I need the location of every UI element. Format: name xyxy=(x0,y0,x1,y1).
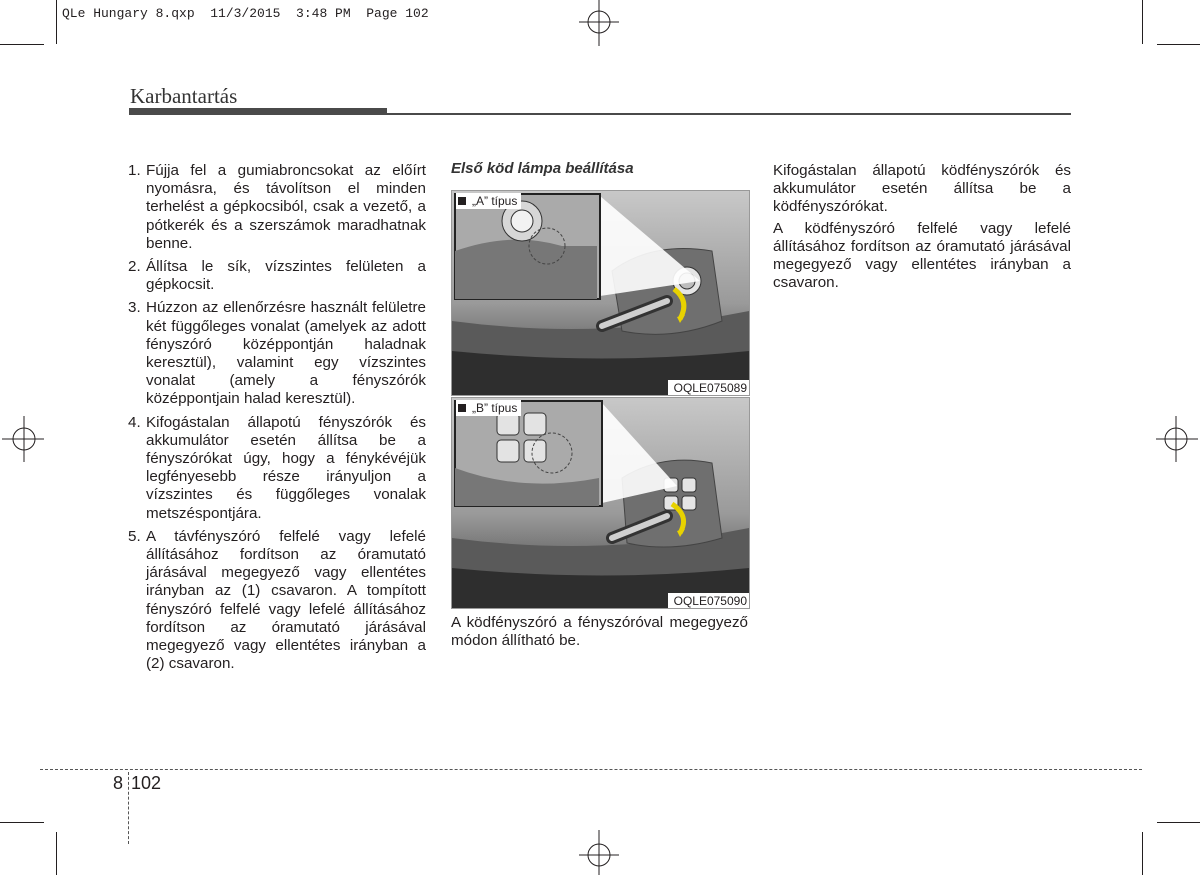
crop-mark xyxy=(56,0,57,44)
fog-heading-wrap xyxy=(451,160,748,188)
crop-mark xyxy=(0,822,44,823)
registration-mark xyxy=(0,414,44,464)
step-number: 5. xyxy=(128,527,141,545)
title-rule-thick xyxy=(129,108,387,115)
paragraph: Kifogástalan állapotú ködfényszórók és akkumulátor esetén állítsa be a ködfényszórókat. xyxy=(773,162,1071,216)
steps-list xyxy=(128,162,426,673)
figure-b xyxy=(451,397,750,609)
list-item xyxy=(128,258,426,294)
figure-code: OQLE075089 xyxy=(668,380,749,395)
step-text: Fújja fel a gumiabroncsokat az előírt nyomásra, és távolítson el minden terhelést a gépkocsiból, csak a vezető, a pótkerék és a szerszámok maradhatnak benne. xyxy=(146,162,426,252)
figure-label xyxy=(456,400,521,416)
page-number-value: 102 xyxy=(131,773,162,793)
step-text: Kifogástalan állapotú fényszórók és akkumulátor esetén állítsa be a fényszórókat úgy, hogy a fénykévéjük legfényesebb része irányuljon a vízszintes és függőleges vonalak metszéspontjára. xyxy=(146,413,426,522)
chapter-number: 8 xyxy=(113,773,124,793)
footer-rule xyxy=(40,769,1142,770)
crop-mark xyxy=(1142,0,1143,44)
step-text: Húzzon az ellenőrzésre használt felületre két függőleges vonalat (amelyek az adott fényszóró középpontján haladnak keresztül), valamint egy vízszintes vonalat (amely a fényszórók középpontjain halad keresztül). xyxy=(146,299,426,408)
title-rule-thin xyxy=(387,113,1071,115)
step-number: 4. xyxy=(128,413,141,431)
figure-a xyxy=(451,190,750,396)
list-item xyxy=(128,528,426,674)
step-number: 1. xyxy=(128,162,141,179)
registration-mark xyxy=(574,828,624,875)
figure-label-text: „B” típus xyxy=(472,401,518,415)
registration-mark xyxy=(574,0,624,50)
list-item xyxy=(128,414,426,523)
fog-lamp-illustration-b xyxy=(452,398,749,608)
crop-mark xyxy=(1157,44,1200,45)
crop-mark xyxy=(56,832,57,875)
crop-mark xyxy=(1157,822,1200,823)
figure-label-text: „A” típus xyxy=(472,194,518,208)
print-slug: QLe Hungary 8.qxp 11/3/2015 3:48 PM Page 102 xyxy=(62,6,429,21)
right-column xyxy=(773,162,1071,295)
step-number: 2. xyxy=(128,258,141,276)
crop-mark xyxy=(1142,832,1143,875)
list-item xyxy=(128,299,426,408)
paragraph: A ködfényszóró felfelé vagy lefelé állításához fordítson az óramutató járásával megegyező vagy ellentétes irányban a csavaron. xyxy=(773,219,1071,292)
fog-caption: A ködfényszóró a fényszóróval megegyező módon állítható be. xyxy=(451,614,748,650)
steps-column xyxy=(128,162,426,678)
fog-lamp-illustration-a xyxy=(452,191,749,395)
list-item xyxy=(128,162,426,253)
registration-mark xyxy=(1156,414,1200,464)
step-number: 3. xyxy=(128,299,141,317)
figure-label xyxy=(456,193,521,209)
square-bullet-icon xyxy=(458,404,466,412)
square-bullet-icon xyxy=(458,197,466,205)
figure-code: OQLE075090 xyxy=(668,593,749,608)
crop-mark xyxy=(0,44,44,45)
step-text: A távfényszóró felfelé vagy lefelé állításához fordítson az óramutató járásával megegyező vagy ellentétes irányban az (1) csavaron. A tompított fényszóró felfelé vagy lefelé állításához fordítson az óramutató járásával megegyező vagy ellentétes irányban a (2) csavaron. xyxy=(146,527,426,673)
section-title: Karbantartás xyxy=(130,84,238,108)
fog-heading: Első köd lámpa beállítása xyxy=(451,160,634,177)
step-text: Állítsa le sík, vízszintes felületen a gépkocsit. xyxy=(146,258,426,294)
page-number xyxy=(113,773,161,794)
